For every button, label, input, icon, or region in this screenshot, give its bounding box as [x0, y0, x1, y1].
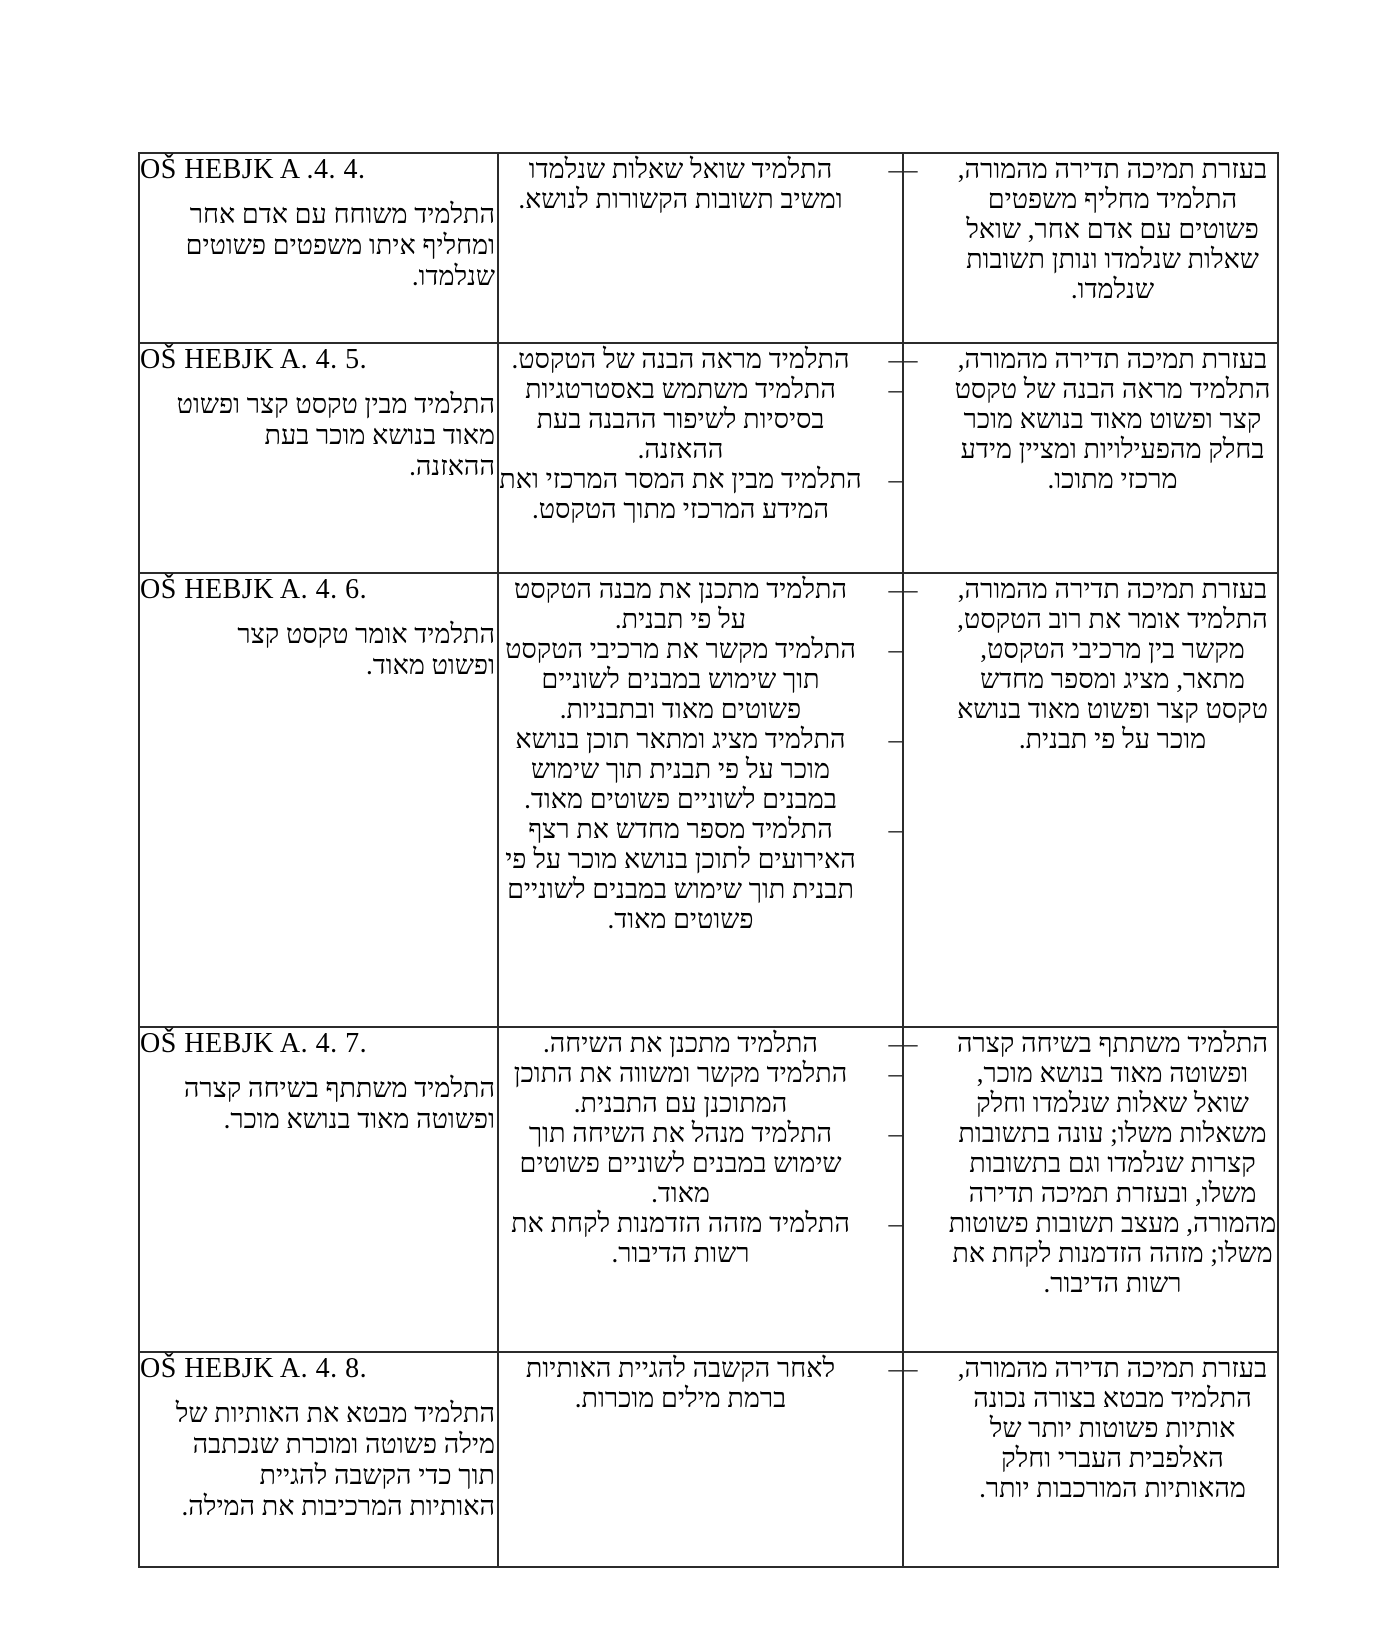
list-item — [904, 154, 1277, 304]
objective-text: התלמיד משתמש באסטרטגיות בסיסיות לשיפור ההבנה בעת ההאזנה. — [525, 374, 836, 464]
objective-text: התלמיד מספר מחדש את רצף האירועים לתוכן בנושא מוכר על פי תבנית תוך שימוש במבנים לשוניים פשוטים מאוד. — [505, 814, 856, 934]
objective-text: התלמיד מראה הבנה של הטקסט. — [511, 344, 850, 374]
dash-bullet: – — [888, 1028, 902, 1058]
standard-code: OŠ HEBJK A. 4. 6. — [140, 574, 368, 605]
objectives-cell — [498, 573, 903, 1027]
list-item — [499, 154, 902, 214]
standard-code: OŠ HEBJK A. 4. 7. — [140, 1028, 368, 1059]
outcome-text: בעזרת תמיכה תדירה מהמורה, התלמיד מחליף משפטים פשוטים עם אדם אחר, שואל שאלות שנלמדו ונותן תשובות שנלמדו. — [957, 154, 1268, 304]
list-item — [499, 574, 902, 634]
outcome-cell — [903, 573, 1278, 1027]
outcome-text: בעזרת תמיכה תדירה מהמורה, התלמיד מראה הבנה של טקסט קצר ופשוט מאוד בנושא מוכר בחלק מהפעילויות ומציין מידע מרכזי מתוכו. — [954, 344, 1271, 494]
table-row — [139, 153, 1278, 343]
dash-bullet: – — [888, 634, 902, 664]
dash-bullet: – — [888, 574, 902, 604]
standard-code: OŠ HEBJK A. 4. 8. — [140, 1353, 368, 1384]
objective-text: התלמיד מציג ומתאר תוכן בנושא מוכר על פי תבנית תוך שימוש במבנים לשוניים פשוטים מאוד. — [515, 724, 846, 814]
objective-text: התלמיד מתכנן את השיחה. — [543, 1028, 818, 1058]
standard-description: התלמיד מבין טקסט קצר ופשוט מאוד בנושא מוכר בעת ההאזנה. — [176, 389, 495, 481]
objective-text: התלמיד מזהה הזדמנות לקחת את רשות הדיבור. — [511, 1208, 850, 1268]
list-item — [499, 634, 902, 724]
outcome-cell — [903, 153, 1278, 343]
dash-bullet: – — [904, 154, 918, 184]
dash-bullet: – — [904, 1028, 918, 1058]
dash-bullet: – — [888, 1208, 902, 1238]
objective-text: התלמיד מבין את המסר המרכזי ואת המידע המרכזי מתוך הטקסט. — [499, 464, 862, 524]
table-row — [139, 343, 1278, 573]
list-item — [499, 1353, 902, 1413]
outcome-cell — [903, 1027, 1278, 1352]
standard-code: OŠ HEBJK A. 4. 5. — [140, 344, 368, 375]
dash-bullet: – — [888, 154, 902, 184]
outcome-text: התלמיד משתתף בשיחה קצרה ופשוטה מאוד בנושא מוכר, שואל שאלות שנלמדו וחלק משאלות משלו; עונה בתשובות קצרות שנלמדו וגם בתשובות משלו, ובעזרת תמיכה תדירה מהמורה, מעצב תשובות פשוטות משלו; מזהה הזדמנות לקחת את רשות הדיבור. — [948, 1028, 1277, 1298]
objective-text: התלמיד שואל שאלות שנלמדו ומשיב תשובות הקשורות לנושא. — [518, 154, 843, 214]
dash-bullet: – — [888, 814, 902, 844]
table-row — [139, 1352, 1278, 1567]
dash-bullet: – — [888, 374, 902, 404]
list-item — [499, 814, 902, 934]
outcome-cell — [903, 343, 1278, 573]
standard-description: התלמיד מבטא את האותיות של מילה פשוטה ומוכרת שנכתבה תוך כדי הקשבה להגיית האותיות המרכיבות את המילה. — [175, 1398, 495, 1521]
list-item — [499, 374, 902, 464]
dash-bullet: – — [888, 1118, 902, 1148]
list-item — [904, 574, 1277, 754]
standard-cell — [139, 1027, 498, 1352]
standard-cell — [139, 343, 498, 573]
list-item — [499, 724, 902, 814]
table-row — [139, 573, 1278, 1027]
standard-description: התלמיד אומר טקסט קצר ופשוט מאוד. — [237, 619, 495, 680]
objectives-cell — [498, 153, 903, 343]
list-item — [499, 1028, 902, 1058]
standard-description: התלמיד משוחח עם אדם אחר ומחליף איתו משפטים פשוטים שנלמדו. — [185, 199, 495, 291]
objective-text: התלמיד מקשר ומשווה את התוכן המתוכנן עם התבנית. — [513, 1058, 848, 1118]
list-item — [904, 1028, 1277, 1298]
dash-bullet: – — [904, 1353, 918, 1383]
list-item — [499, 1058, 902, 1118]
list-item — [499, 1208, 902, 1268]
standard-code: OŠ HEBJK A .4. 4. — [140, 154, 366, 185]
outcome-text: בעזרת תמיכה תדירה מהמורה, התלמיד אומר את רוב הטקסט, מקשר בין מרכיבי הטקסט, מתאר, מציג ומספר מחדש טקסט קצר ופשוט מאוד בנושא מוכר על פי תבנית. — [957, 574, 1268, 754]
list-item — [499, 344, 902, 374]
objective-text: התלמיד מתכנן את מבנה הטקסט על פי תבנית. — [514, 574, 847, 634]
objectives-cell — [498, 343, 903, 573]
dash-bullet: – — [888, 464, 902, 494]
dash-bullet: – — [888, 724, 902, 754]
table-row — [139, 1027, 1278, 1352]
objective-text: התלמיד מקשר את מרכיבי הטקסט תוך שימוש במבנים לשוניים פשוטים מאוד ובתבניות. — [505, 634, 856, 724]
objective-text: לאחר הקשבה להגיית האותיות ברמת מילים מוכרות. — [525, 1353, 836, 1413]
standard-description: התלמיד משתתף בשיחה קצרה ופשוטה מאוד בנושא מוכר. — [183, 1073, 495, 1134]
objectives-cell — [498, 1027, 903, 1352]
dash-bullet: – — [888, 1058, 902, 1088]
dash-bullet: – — [888, 344, 902, 374]
standard-cell — [139, 153, 498, 343]
objectives-cell — [498, 1352, 903, 1567]
dash-bullet: – — [904, 574, 918, 604]
objective-text: התלמיד מנהל את השיחה תוך שימוש במבנים לשוניים פשוטים מאוד. — [519, 1118, 842, 1208]
dash-bullet: – — [904, 344, 918, 374]
standard-cell — [139, 573, 498, 1027]
list-item — [499, 464, 902, 524]
outcome-cell — [903, 1352, 1278, 1567]
dash-bullet: – — [888, 1353, 902, 1383]
list-item — [904, 1353, 1277, 1503]
list-item — [904, 344, 1277, 494]
list-item — [499, 1118, 902, 1208]
standard-cell — [139, 1352, 498, 1567]
outcome-text: בעזרת תמיכה תדירה מהמורה, התלמיד מבטא בצורה נכונה אותיות פשוטות יותר של האלפבית העברי וחלק מהאותיות המורכבות יותר. — [957, 1353, 1268, 1503]
standards-table — [138, 152, 1279, 1568]
